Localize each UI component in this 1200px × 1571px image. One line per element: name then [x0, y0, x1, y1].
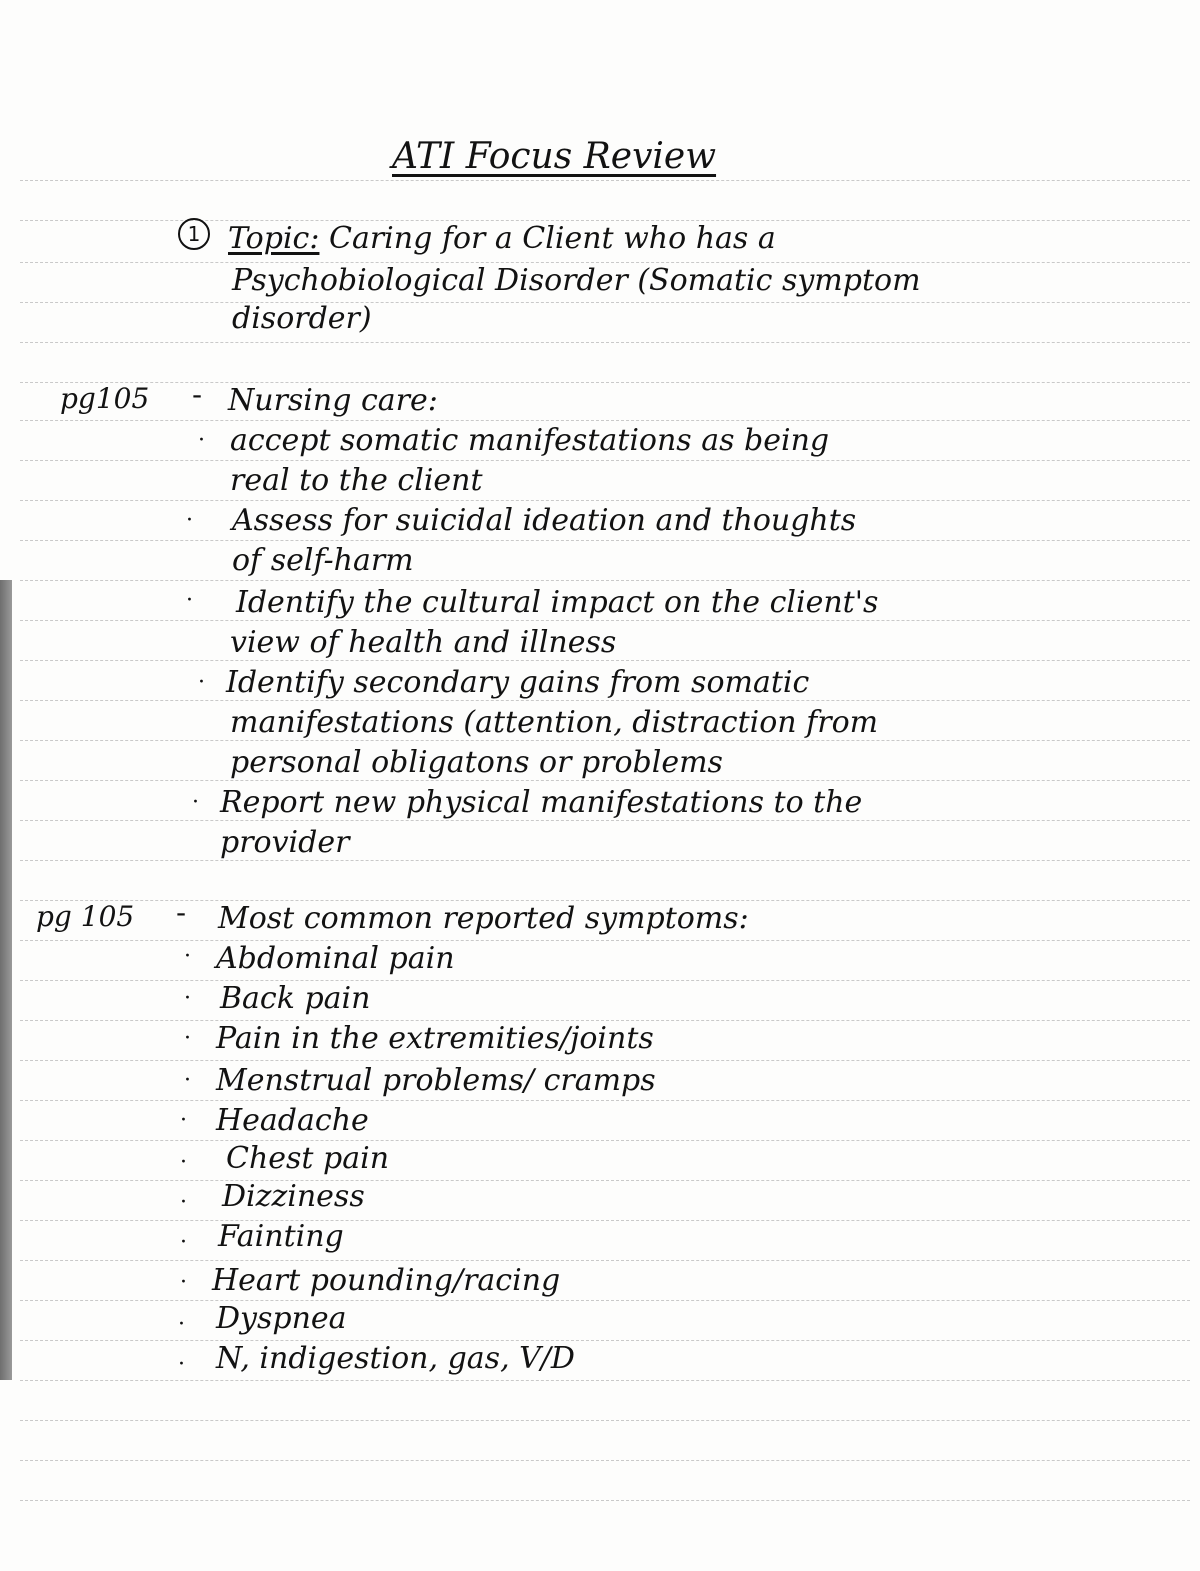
- symptom-item: Headache: [216, 1103, 369, 1138]
- dash-2: -: [176, 896, 187, 929]
- bullet: ·: [192, 790, 199, 815]
- symptom-item: Back pain: [220, 981, 371, 1016]
- symptom-item: Dyspnea: [216, 1301, 347, 1336]
- nursing-line: Assess for suicidal ideation and thoughts: [232, 503, 857, 538]
- bullet: ·: [198, 670, 205, 695]
- item-number: 1: [178, 218, 210, 250]
- bullet: ·: [180, 1230, 187, 1255]
- bullet: ·: [178, 1312, 185, 1337]
- nursing-line: Report new physical manifestations to the: [220, 785, 863, 820]
- bullet: ·: [180, 1150, 187, 1175]
- bullet: ·: [186, 588, 193, 613]
- nursing-line: accept somatic manifestations as being: [230, 423, 830, 458]
- section2-heading: Most common reported symptoms:: [218, 901, 749, 936]
- topic-line-2: Psychobiological Disorder (Somatic symptom: [232, 263, 921, 298]
- bullet: ·: [184, 1026, 191, 1051]
- symptom-item: Heart pounding/racing: [212, 1263, 561, 1298]
- nursing-line: manifestations (attention, distraction from: [230, 705, 879, 740]
- bullet: ·: [180, 1190, 187, 1215]
- binding-shadow: [0, 580, 12, 1380]
- nursing-line: personal obligatons or problems: [230, 745, 723, 780]
- bullet: ·: [198, 428, 205, 453]
- symptom-item: Fainting: [218, 1219, 344, 1254]
- topic-text-1: Caring for a Client who has a: [329, 221, 776, 256]
- topic-line-3: disorder): [232, 301, 372, 336]
- nursing-line: view of health and illness: [230, 625, 617, 660]
- bullet: ·: [184, 986, 191, 1011]
- bullet: ·: [178, 1352, 185, 1377]
- symptom-item: Dizziness: [222, 1179, 365, 1214]
- bullet: ·: [180, 1108, 187, 1133]
- nursing-line: real to the client: [230, 463, 483, 498]
- topic-label: Topic:: [228, 221, 320, 256]
- page-ref-2: pg 105: [36, 900, 135, 933]
- symptom-item: Pain in the extremities/joints: [216, 1021, 654, 1056]
- dash-1: -: [192, 378, 203, 411]
- page-title: ATI Focus Review: [392, 136, 717, 177]
- symptom-item: Menstrual problems/ cramps: [216, 1063, 656, 1098]
- nursing-line: provider: [220, 825, 350, 860]
- page-ref-1: pg105: [60, 382, 150, 415]
- nursing-line: of self-harm: [232, 543, 414, 578]
- bullet: ·: [186, 508, 193, 533]
- symptom-item: Abdominal pain: [216, 941, 455, 976]
- section1-heading: Nursing care:: [228, 383, 438, 418]
- bullet: ·: [184, 944, 191, 969]
- topic-line-1: [228, 220, 776, 258]
- symptom-item: N, indigestion, gas, V/D: [216, 1341, 575, 1376]
- nursing-line: Identify secondary gains from somatic: [226, 665, 810, 700]
- bullet: ·: [180, 1270, 187, 1295]
- bullet: ·: [184, 1068, 191, 1093]
- symptom-item: Chest pain: [226, 1141, 390, 1176]
- nursing-line: Identify the cultural impact on the client's: [236, 585, 879, 620]
